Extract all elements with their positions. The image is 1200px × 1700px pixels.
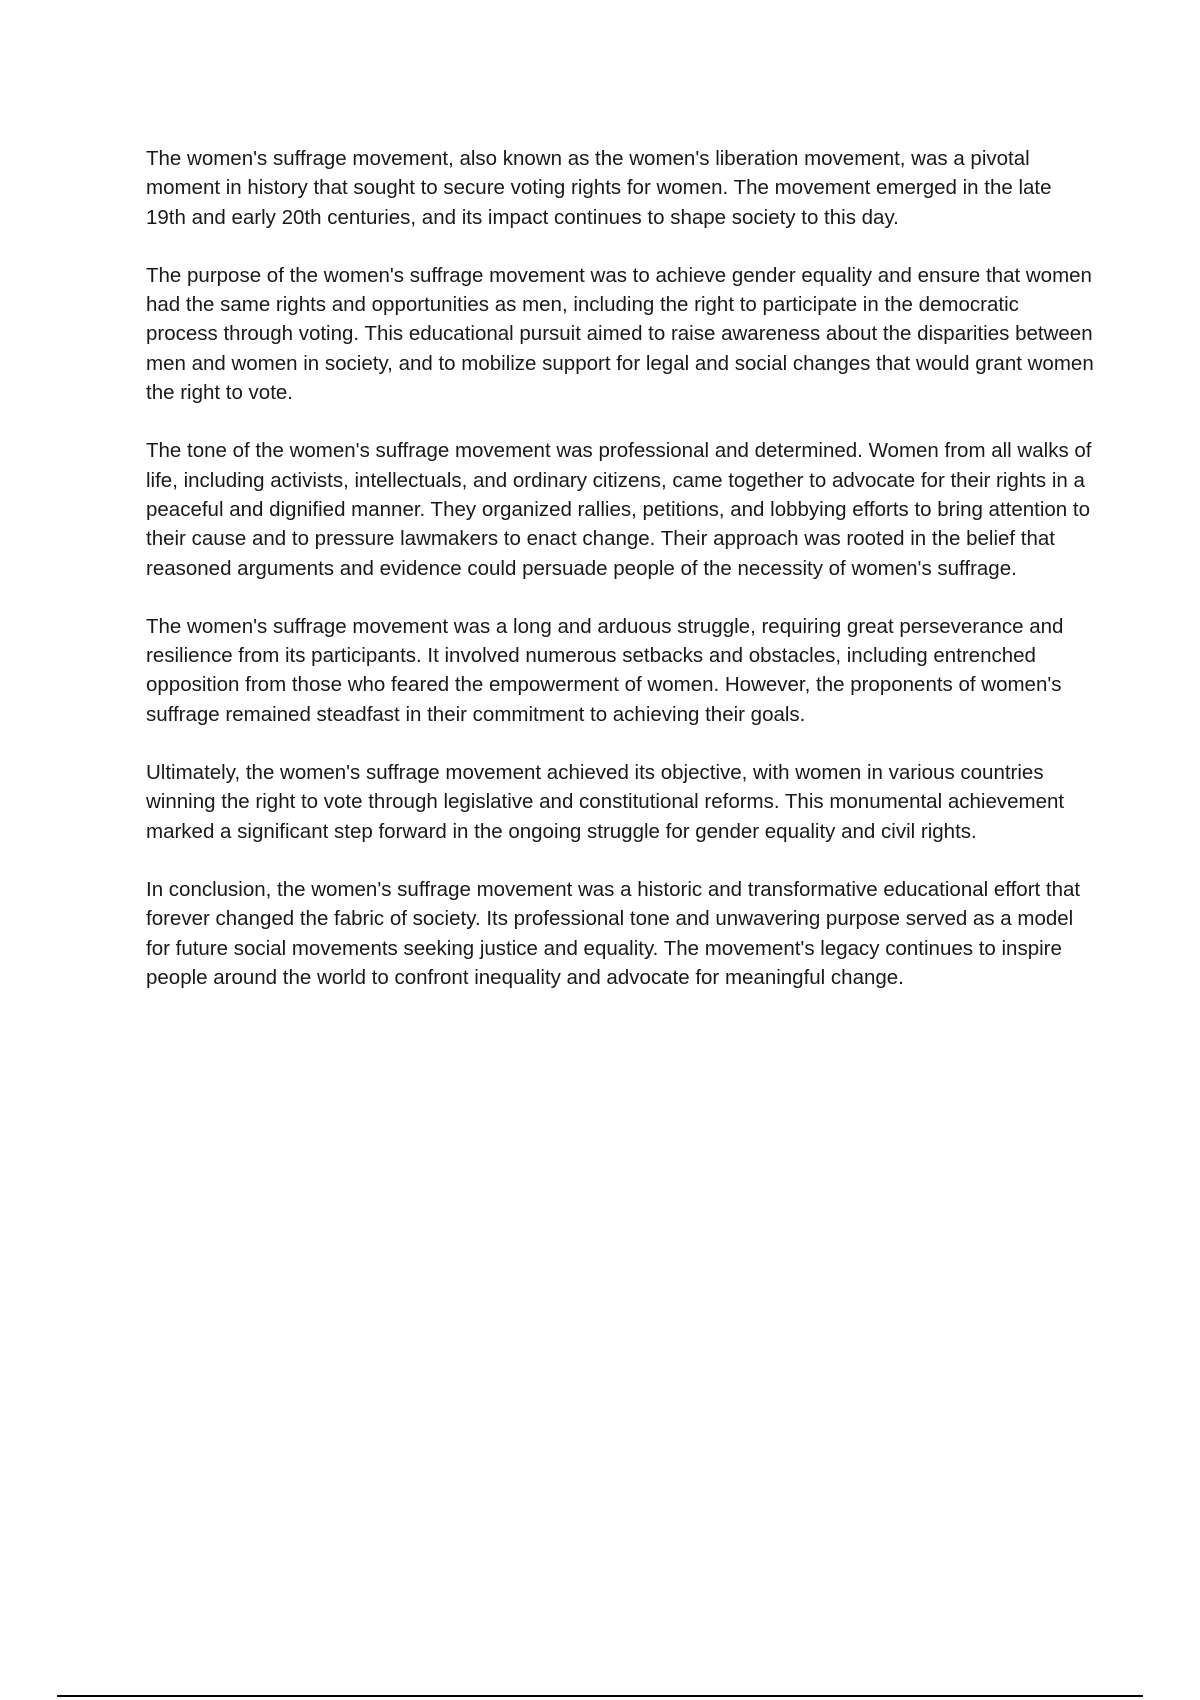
paragraph-1: The women's suffrage movement, also known as the women's liberation movement, was a pivotal moment in history that sought to secure voting rights for women. The movement emerged in the late 19th and early 20th centuries, and its impact continues to shape society to this day. <box>146 147 1052 229</box>
paragraph-6: In conclusion, the women's suffrage movement was a historic and transformative educational effort that forever changed the fabric of society. Its professional tone and unwavering purpose served as a model for future social movements seeking justice and equality. The movement's legacy continues to inspire people around the world to confront inequality and advocate for meaningful change. <box>146 877 1081 989</box>
paragraph-3: The tone of the women's suffrage movement was professional and determined. Women from all walks of life, including activists, intellectuals, and ordinary citizens, came together to advocate for their rights in a peaceful and dignified manner. They organized rallies, petitions, and lobbying efforts to bring attention to their cause and to pressure lawmakers to enact change. Their approach was rooted in the belief that reasoned arguments and evidence could persuade people of the necessity of women's suffrage. <box>146 439 1092 580</box>
paragraph-4: The women's suffrage movement was a long and arduous struggle, requiring great perseverance and resilience from its participants. It involved numerous setbacks and obstacles, including entrenched opposition from those who feared the empowerment of women. However, the proponents of women's suffrage remained steadfast in their commitment to achieving their goals. <box>146 614 1064 726</box>
paragraph-5: Ultimately, the women's suffrage movement achieved its objective, with women in various countries winning the right to vote through legislative and constitutional reforms. This monumental achievement marked a significant step forward in the ongoing struggle for gender equality and civil rights. <box>146 761 1065 843</box>
page-bottom-divider <box>57 1695 1143 1697</box>
document-body <box>146 144 1096 1021</box>
paragraph-2: The purpose of the women's suffrage movement was to achieve gender equality and ensure that women had the same rights and opportunities as men, including the right to participate in the democratic process through voting. This educational pursuit aimed to raise awareness about the disparities between men and women in society, and to mobilize support for legal and social changes that would grant women the right to vote. <box>146 263 1094 405</box>
